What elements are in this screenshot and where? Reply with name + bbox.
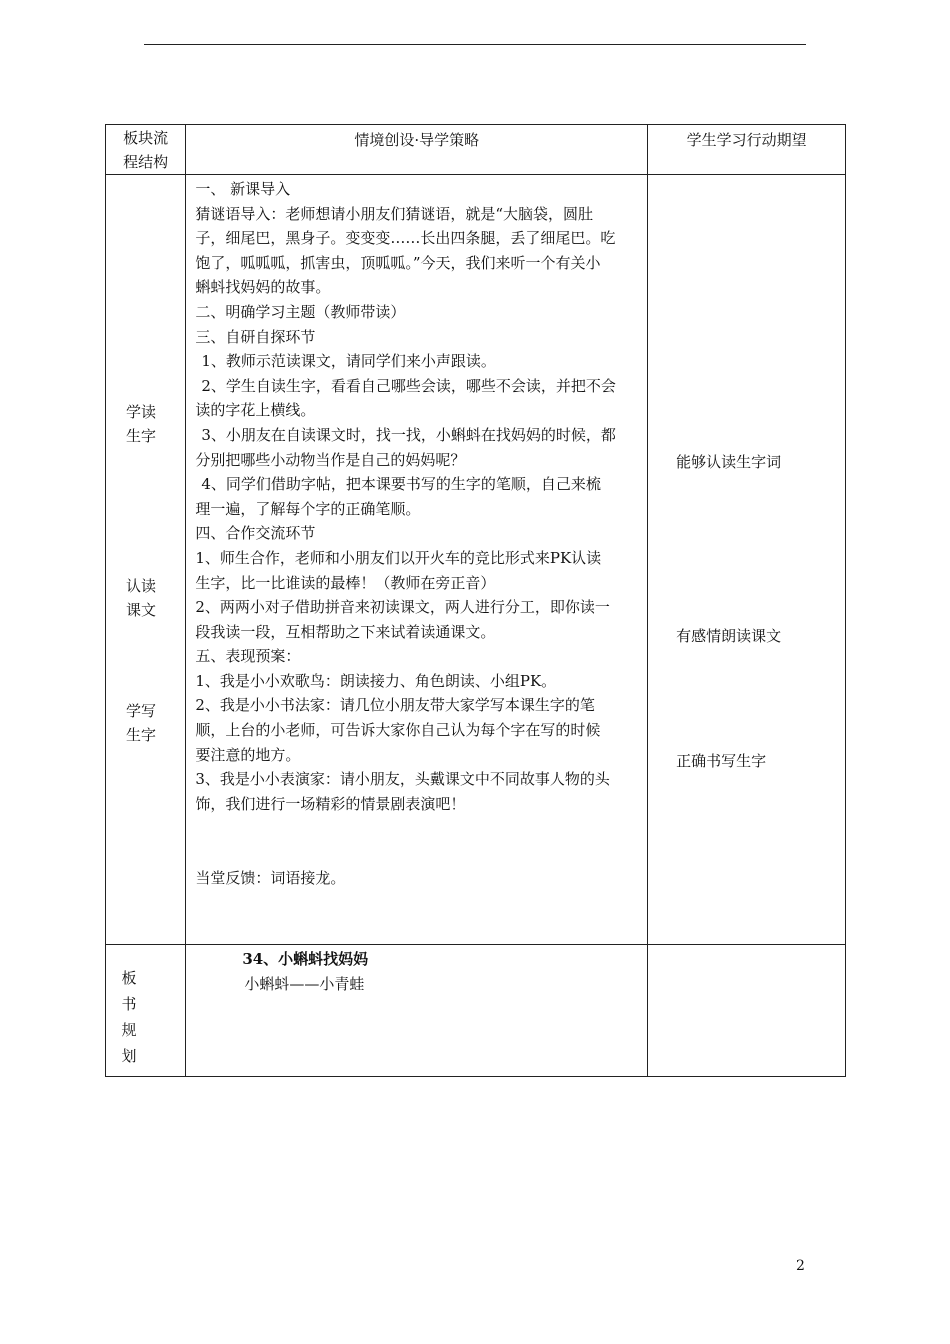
content-line: 当堂反馈：词语接龙。 bbox=[195, 868, 346, 887]
header-structure: 板块流 程结构 bbox=[106, 125, 186, 175]
content-line: 三、自研自探环节 bbox=[195, 327, 316, 346]
content-line: 顺，上台的小老师，可告诉大家你自己认为每个字在写的时候 bbox=[195, 721, 601, 740]
content-line: 子，细尾巴，黑身子。变变变……长出四条腿，丢了细尾巴。吃 bbox=[195, 229, 616, 248]
table-row bbox=[106, 945, 846, 1077]
content-line: 分别把哪些小动物当作是自己的妈妈呢？ bbox=[195, 450, 466, 469]
lesson-plan-table bbox=[105, 124, 846, 1077]
content-line: 五、表现预案： bbox=[195, 647, 301, 666]
content-line bbox=[195, 816, 639, 841]
content-line: 1、教师示范读课文，请同学们来小声跟读。 bbox=[201, 352, 496, 371]
content-line: 2、两两小对子借助拼音来初读课文，两人进行分工，即你读一 bbox=[195, 598, 610, 617]
board-expectation-cell bbox=[648, 945, 846, 1077]
table-row bbox=[106, 175, 846, 945]
expectation-item: 能够认读生字词 bbox=[676, 453, 782, 471]
content-line: 段我读一段，互相帮助之下来试着读通课文。 bbox=[195, 622, 496, 641]
content-line: 蝌蚪找妈妈的故事。 bbox=[195, 278, 331, 297]
strategy-content bbox=[186, 175, 648, 945]
content-line: 理一遍，了解每个字的正确笔顺。 bbox=[195, 499, 421, 518]
content-line: 4、同学们借助字帖，把本课要书写的生字的笔顺，自己来梳 bbox=[201, 475, 601, 494]
board-title: 34、小蝌蚪找妈妈 bbox=[242, 950, 369, 968]
content-line: 一、 新课导入 bbox=[195, 180, 291, 198]
header-strategy: 情境创设·导学策略 bbox=[186, 125, 648, 175]
content-line: 3、小朋友在自读课文时，找一找，小蝌蚪在找妈妈的时候，都 bbox=[201, 425, 616, 444]
content-line: 饰，我们进行一场精彩的情景剧表演吧！ bbox=[195, 794, 466, 813]
table-header-row bbox=[106, 125, 846, 175]
content-line: 2、学生自读生字，看看自己哪些会读，哪些不会读，并把不会 bbox=[201, 376, 616, 395]
content-line: 四、合作交流环节 bbox=[195, 524, 316, 543]
board-label: 板 书 规 划 bbox=[121, 969, 137, 1065]
content-line: 3、我是小小表演家：请小朋友，头戴课文中不同故事人物的头 bbox=[195, 770, 610, 789]
header-expectation: 学生学习行动期望 bbox=[648, 125, 846, 175]
content-line: 饱了，呱呱呱，抓害虫，顶呱呱。”今天，我们来听一个有关小 bbox=[195, 253, 601, 272]
side-label-read-text: 认读 课文 bbox=[125, 577, 156, 619]
expectation-cell bbox=[648, 175, 846, 945]
content-line: 猜谜语导入：老师想请小朋友们猜谜语，就是“大脑袋，圆肚 bbox=[195, 204, 593, 223]
expectation-item: 有感情朗读课文 bbox=[676, 627, 782, 645]
content-line: 1、我是小小欢歌鸟：朗读接力、角色朗读、小组PK。 bbox=[195, 671, 557, 690]
content-line bbox=[195, 841, 639, 866]
content-line: 要注意的地方。 bbox=[195, 745, 301, 764]
side-label-read-chars: 学读 生字 bbox=[125, 403, 156, 445]
board-line: 小蝌蚪——小青蛙 bbox=[244, 975, 365, 993]
content-line: 2、我是小小书法家：请几位小朋友带大家学写本课生字的笔 bbox=[195, 696, 595, 715]
page-number: 2 bbox=[796, 1258, 805, 1274]
content-line: 生字，比一比谁读的最棒！（教师在旁正音） bbox=[195, 573, 496, 592]
structure-cell bbox=[106, 175, 186, 945]
expectation-item: 正确书写生字 bbox=[676, 752, 767, 770]
side-label-write-chars: 学写 生字 bbox=[125, 702, 156, 744]
content-line: 二、明确学习主题（教师带读） bbox=[195, 302, 406, 321]
header-rule bbox=[144, 44, 806, 45]
content-line: 1、师生合作，老师和小朋友们以开火车的竞比形式来PK认读 bbox=[195, 548, 602, 567]
board-content bbox=[186, 945, 648, 1077]
board-label-cell bbox=[106, 945, 186, 1077]
content-line: 读的字花上横线。 bbox=[195, 401, 316, 420]
